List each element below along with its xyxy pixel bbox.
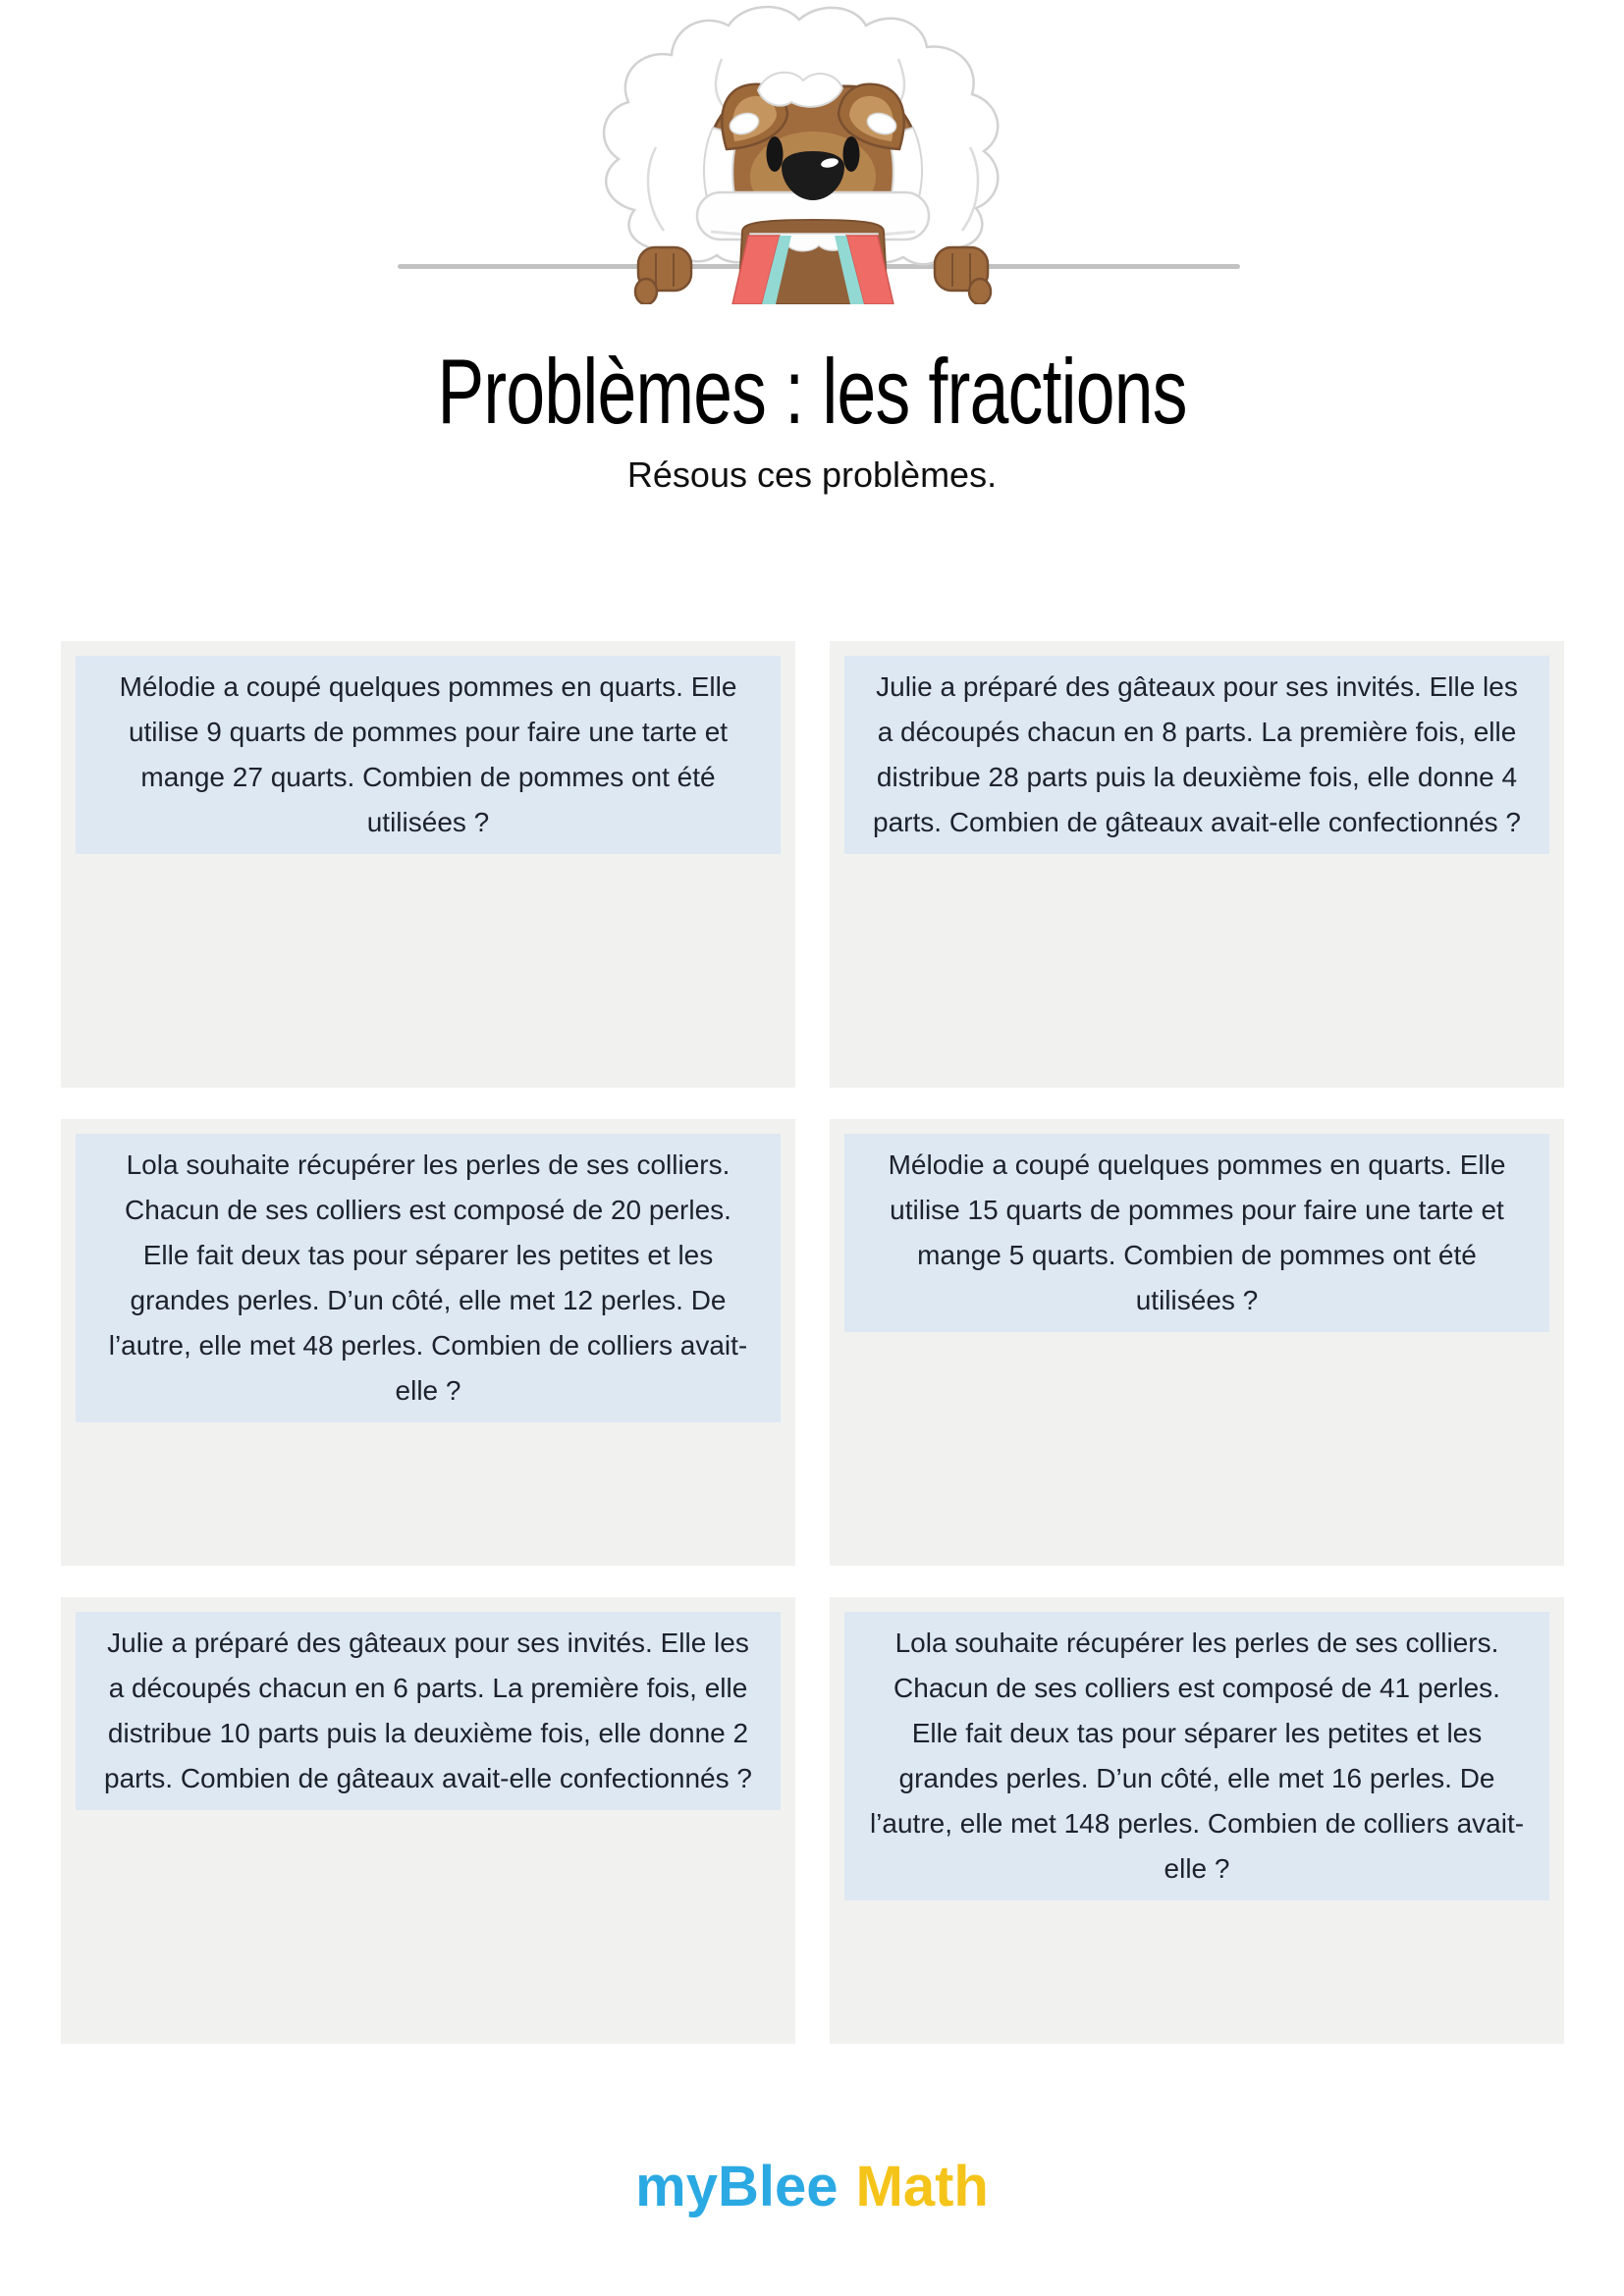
myblee-math-logo: [0, 2154, 1624, 2219]
problem-card-2: [830, 641, 1564, 1088]
logo-my: my: [635, 2154, 718, 2218]
problem-statement-6: Lola souhaite récupérer les perles de ses colliers. Chacun de ses colliers est composé de 41 perles. Elle fait deux tas pour séparer les petites et les grandes perles. D’un côté, elle met 16 perles. De l’autre, elle met 148 perles. Combien de colliers avait-elle ?: [844, 1612, 1549, 1900]
problem-statement-2: Julie a préparé des gâteaux pour ses invités. Elle les a découpés chacun en 8 parts. La première fois, elle distribue 28 parts puis la deuxième fois, elle donne 4 parts. Combien de gâteaux avait-elle confectionnés ?: [844, 656, 1549, 854]
problems-grid: [61, 641, 1564, 2044]
page-subtitle: Résous ces problèmes.: [626, 454, 998, 495]
page-title-text: Problèmes : les fractions: [437, 340, 1187, 443]
problem-statement-3: Lola souhaite récupérer les perles de ses colliers. Chacun de ses colliers est composé de 20 perles. Elle fait deux tas pour séparer les petites et les grandes perles. D’un côté, elle met 12 perles. De l’autre, elle met 48 perles. Combien de colliers avait-elle ?: [76, 1134, 781, 1422]
problem-card-4: [830, 1119, 1564, 1566]
problem-card-6: [830, 1597, 1564, 2044]
problem-statement-4: Mélodie a coupé quelques pommes en quarts. Elle utilise 15 quarts de pommes pour faire une tarte et mange 5 quarts. Combien de pommes ont été utilisées ?: [844, 1134, 1549, 1332]
footer: [0, 2154, 1624, 2219]
mascot-dog-icon: [0, 0, 1624, 304]
logo-math: Math: [855, 2154, 989, 2218]
logo-blee: Blee: [717, 2154, 839, 2218]
problem-card-1: [61, 641, 795, 1088]
problem-card-3: [61, 1119, 795, 1566]
page-title: [0, 340, 1624, 443]
problem-statement-5: Julie a préparé des gâteaux pour ses invités. Elle les a découpés chacun en 6 parts. La première fois, elle distribue 10 parts puis la deuxième fois, elle donne 2 parts. Combien de gâteaux avait-elle confectionnés ?: [76, 1612, 781, 1810]
problem-statement-1: Mélodie a coupé quelques pommes en quarts. Elle utilise 9 quarts de pommes pour faire une tarte et mange 27 quarts. Combien de pommes ont été utilisées ?: [76, 656, 781, 854]
header: [0, 0, 1624, 304]
problem-card-5: [61, 1597, 795, 2044]
mascot-eye-right: [843, 136, 860, 172]
mascot-eye-left: [767, 136, 784, 172]
